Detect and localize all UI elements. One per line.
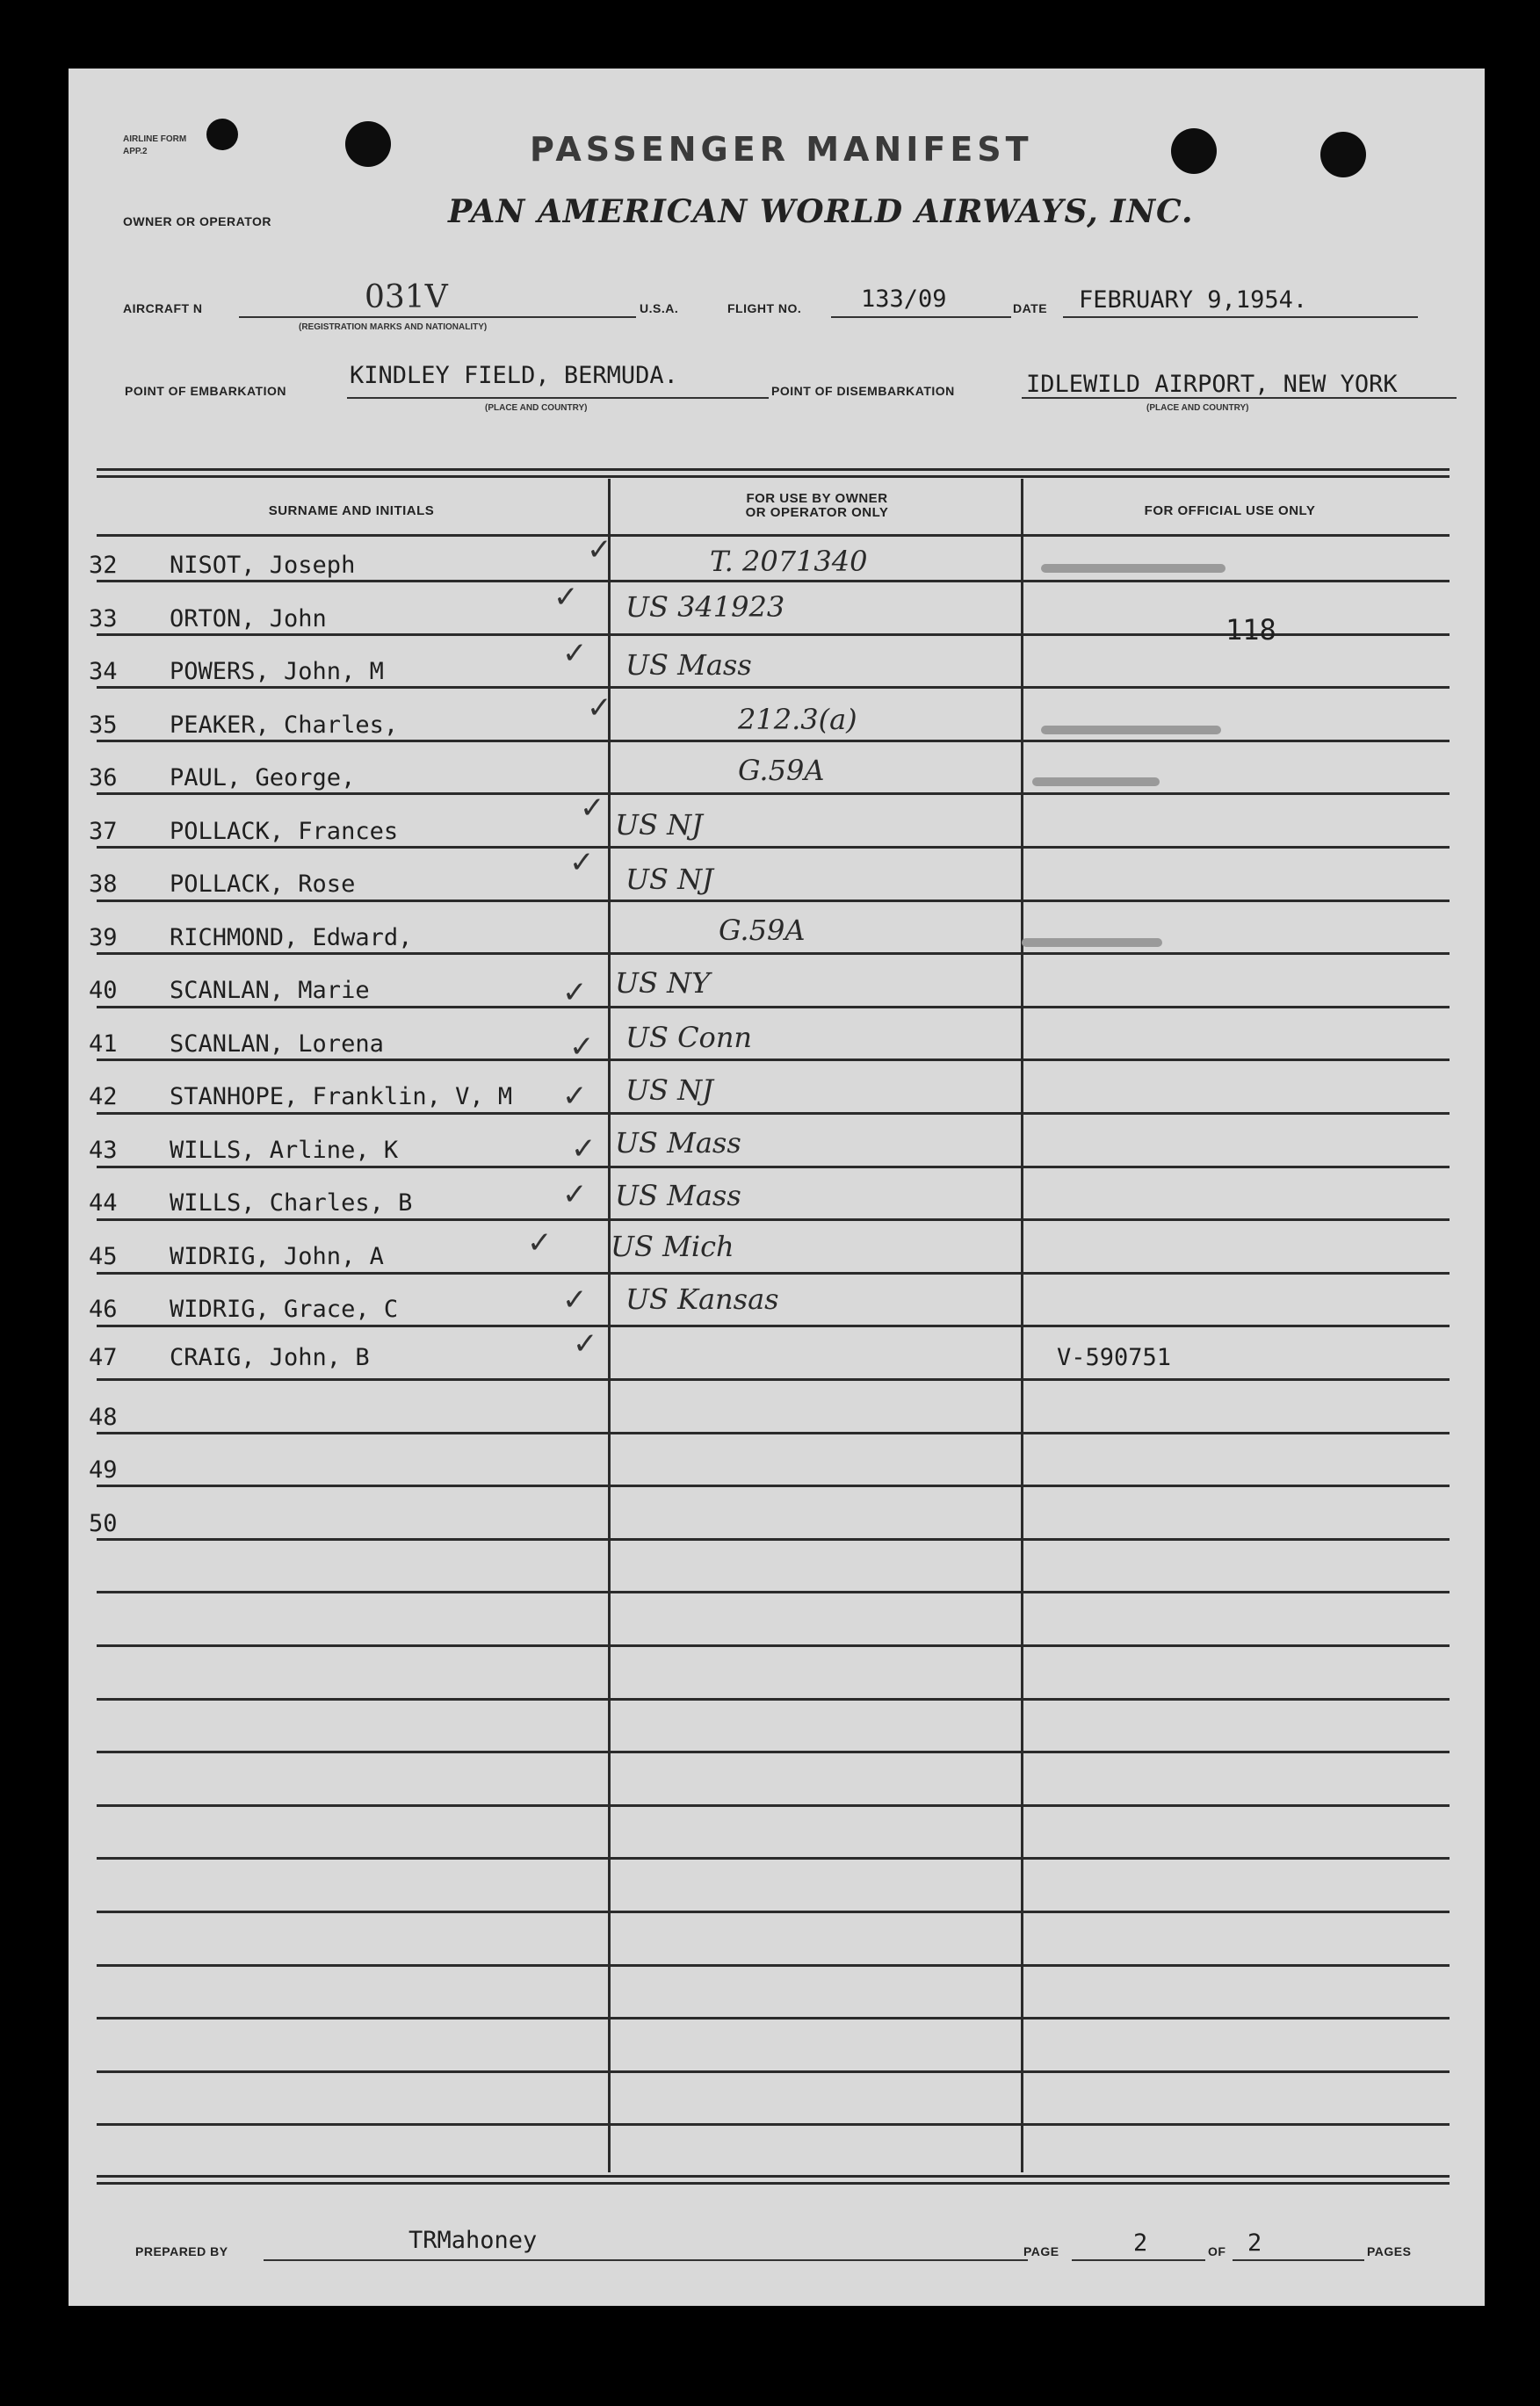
column-header-official: FOR OFFICIAL USE ONLY: [1144, 503, 1316, 518]
row-number: 34: [89, 658, 118, 685]
aircraft-label: AIRCRAFT N: [123, 301, 203, 315]
column-header-surname: SURNAME AND INITIALS: [268, 503, 435, 518]
passenger-name: NISOT, Joseph: [170, 552, 356, 579]
official-note: 118: [1225, 613, 1276, 647]
table-rule: [97, 1272, 1450, 1275]
table-rule: [97, 952, 1450, 955]
table-rule: [97, 1218, 1450, 1221]
table-rule: [97, 1166, 1450, 1168]
owner-note: US NJ: [625, 1073, 713, 1107]
prepared-label: PREPARED BY: [135, 2244, 228, 2258]
owner-note: US Mass: [625, 648, 752, 682]
page-label: PAGE: [1023, 2244, 1059, 2258]
table-rule: [97, 846, 1450, 849]
owner-note: US Conn: [625, 1021, 753, 1054]
punch-hole: [1171, 128, 1217, 174]
owner-note: T. 2071340: [710, 545, 868, 578]
redaction-smudge: [1022, 938, 1162, 947]
row-number: 44: [89, 1189, 118, 1217]
table-rule: [97, 1058, 1450, 1061]
passenger-name: WILLS, Arline, K: [170, 1137, 399, 1164]
table-rule: [97, 2070, 1450, 2073]
passenger-name: ORTON, John: [170, 605, 327, 632]
form-title: PASSENGER MANIFEST: [530, 130, 1033, 169]
passenger-name: STANHOPE, Franklin, V, M: [170, 1083, 513, 1110]
punch-hole: [345, 121, 391, 167]
passenger-name: PAUL, George,: [170, 764, 356, 791]
punch-hole: [1320, 132, 1366, 177]
row-number: 42: [89, 1083, 118, 1110]
check-mark: ✓: [562, 1177, 588, 1212]
table-rule: [97, 1591, 1450, 1593]
row-number: 38: [89, 871, 118, 898]
check-mark: ✓: [580, 791, 605, 826]
date-label: DATE: [1013, 301, 1048, 315]
table-rule: [97, 580, 1450, 582]
row-number: 48: [89, 1404, 118, 1431]
check-mark: ✓: [571, 1131, 596, 1167]
manifest-sheet: [69, 69, 1485, 2306]
passenger-name: POLLACK, Frances: [170, 818, 399, 845]
usa-label: U.S.A.: [640, 301, 679, 315]
passenger-name: SCANLAN, Lorena: [170, 1030, 384, 1058]
owner-note: G.59A: [738, 754, 825, 787]
table-rule: [97, 1485, 1450, 1487]
check-mark: ✓: [569, 1030, 595, 1065]
table-rule: [97, 1964, 1450, 1967]
passenger-name: WILLS, Charles, B: [170, 1189, 413, 1217]
check-mark: ✓: [562, 636, 588, 671]
table-rule: [97, 1378, 1450, 1381]
company-name: PAN AMERICAN WORLD AIRWAYS, INC.: [448, 193, 1194, 230]
check-mark: ✓: [573, 1326, 598, 1362]
table-rule: [97, 1857, 1450, 1860]
table-rule: [97, 1325, 1450, 1327]
passenger-name: RICHMOND, Edward,: [170, 924, 413, 951]
row-number: 46: [89, 1296, 118, 1323]
passenger-name: POLLACK, Rose: [170, 871, 356, 898]
column-header-owner: FOR USE BY OWNER OR OPERATOR ONLY: [745, 491, 889, 520]
aircraft-value: 031V: [365, 279, 448, 315]
form-number: AIRLINE FORM APP.2: [123, 134, 187, 156]
redaction-smudge: [1041, 564, 1225, 573]
row-number: 36: [89, 764, 118, 791]
owner-note: US Mich: [611, 1230, 734, 1263]
row-number: 35: [89, 712, 118, 739]
aircraft-sublabel: (REGISTRATION MARKS AND NATIONALITY): [299, 322, 488, 332]
of-label: OF: [1208, 2244, 1226, 2258]
row-number: 49: [89, 1456, 118, 1484]
of-value: 2: [1247, 2229, 1262, 2257]
row-number: 43: [89, 1137, 118, 1164]
check-mark: ✓: [527, 1225, 553, 1261]
page-value: 2: [1133, 2229, 1148, 2257]
row-number: 39: [89, 924, 118, 951]
row-number: 37: [89, 818, 118, 845]
embark-value: KINDLEY FIELD, BERMUDA.: [350, 362, 678, 389]
table-rule: [97, 900, 1450, 902]
table-rule: [97, 1432, 1450, 1434]
check-mark: ✓: [587, 532, 612, 567]
row-number: 33: [89, 605, 118, 632]
table-rule: [97, 1751, 1450, 1753]
check-mark: ✓: [562, 1282, 588, 1318]
check-mark: ✓: [587, 690, 612, 726]
passenger-name: POWERS, John, M: [170, 658, 384, 685]
table-rule: [97, 2017, 1450, 2019]
table-rule: [97, 1911, 1450, 1913]
owner-label: OWNER OR OPERATOR: [123, 214, 271, 228]
row-number: 50: [89, 1510, 118, 1537]
passenger-name: SCANLAN, Marie: [170, 977, 370, 1004]
check-mark: ✓: [562, 1079, 588, 1114]
passenger-name: PEAKER, Charles,: [170, 712, 399, 739]
disembark-value: IDLEWILD AIRPORT, NEW YORK: [1026, 371, 1398, 398]
table-rule: [97, 686, 1450, 689]
table-rule: [97, 1804, 1450, 1807]
owner-note: 212.3(a): [738, 703, 857, 736]
flight-label: FLIGHT NO.: [727, 301, 802, 315]
redaction-smudge: [1041, 726, 1221, 734]
check-mark: ✓: [562, 975, 588, 1010]
row-number: 41: [89, 1030, 118, 1058]
passenger-name: WIDRIG, Grace, C: [170, 1296, 399, 1323]
table-rule: [97, 1644, 1450, 1647]
row-number: 45: [89, 1243, 118, 1270]
owner-note: US 341923: [625, 590, 785, 624]
owner-note: G.59A: [719, 914, 806, 947]
passenger-name: CRAIG, John, B: [170, 1344, 370, 1371]
owner-note: US NJ: [615, 808, 703, 842]
redaction-smudge: [1032, 777, 1160, 786]
table-rule: [97, 1006, 1450, 1008]
disembark-label: POINT OF DISEMBARKATION: [771, 384, 955, 398]
table-rule: [97, 1698, 1450, 1701]
punch-hole: [206, 119, 238, 150]
table-rule: [97, 1112, 1450, 1115]
table-rule: [97, 2123, 1450, 2126]
owner-note: US NJ: [625, 863, 713, 896]
check-mark: ✓: [553, 580, 579, 615]
flight-value: 133/09: [861, 285, 947, 313]
row-number: 32: [89, 552, 118, 579]
table-rule: [97, 740, 1450, 742]
passenger-name: WIDRIG, John, A: [170, 1243, 384, 1270]
row-number: 47: [89, 1344, 118, 1371]
table-rule: [97, 534, 1450, 537]
pages-label: PAGES: [1367, 2244, 1412, 2258]
owner-note: US Kansas: [625, 1282, 779, 1316]
embark-label: POINT OF EMBARKATION: [125, 384, 286, 398]
table-rule: [97, 1538, 1450, 1541]
check-mark: ✓: [569, 845, 595, 880]
owner-note: US NY: [615, 966, 711, 1000]
table-rule: [97, 792, 1450, 795]
owner-note: US Mass: [615, 1126, 741, 1160]
embark-sublabel: (PLACE AND COUNTRY): [485, 403, 588, 413]
prepared-value: TRMahoney: [408, 2227, 538, 2254]
official-note: V-590751: [1057, 1344, 1172, 1371]
owner-note: US Mass: [615, 1179, 741, 1212]
row-number: 40: [89, 977, 118, 1004]
date-value: FEBRUARY 9,1954.: [1079, 286, 1308, 314]
disembark-sublabel: (PLACE AND COUNTRY): [1146, 403, 1249, 413]
